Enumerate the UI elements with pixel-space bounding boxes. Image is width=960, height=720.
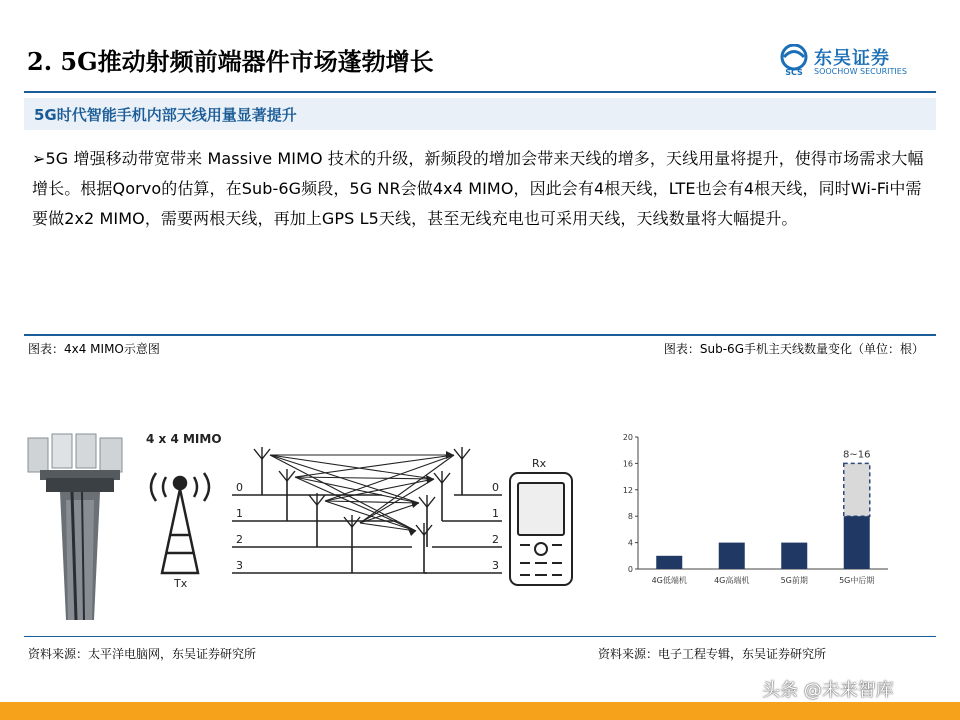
tx-port-1: 1 [236, 507, 243, 520]
tx-tower-icon [151, 473, 209, 573]
bar [781, 543, 807, 569]
base-station-photo [20, 420, 140, 620]
y-tick-label: 4 [627, 538, 633, 548]
section-subtitle: 5G时代智能手机内部天线用量显著提升 [34, 106, 297, 124]
antenna-bracket [46, 478, 114, 492]
tx-port-3: 3 [236, 559, 243, 572]
left-figure-source: 资料来源：太平洋电脑网，东吴证券研究所 [28, 647, 257, 661]
body-text: 5G 增强移动带宽带来 Massive MIMO 技术的升级，新频段的增加会带来天线的增多，天线用量将提升，使得市场需求大幅增长。根据Qorvo的估算，在Sub-6G频段，5G NR会做4x4 MIMO，因此会有4根天线，LTE也会有4根天线，同时Wi-Fi中需要做2x2 MIMO，需要两根天线，再加上GPS L5天线，甚至无线充电也可采用天线，天线数量将大幅提升。 [32, 149, 924, 228]
logo-mark-text: SCS [785, 68, 803, 76]
y-tick-label: 20 [622, 433, 633, 442]
y-tick-label: 0 [627, 565, 633, 574]
range-label: 8~16 [843, 449, 871, 461]
rx-port-2: 2 [492, 533, 499, 546]
tx-port-2: 2 [236, 533, 243, 546]
left-figure-caption: 图表：4x4 MIMO示意图 [28, 342, 160, 356]
right-figure-caption: 图表：Sub-6G手机主天线数量变化（单位：根） [663, 342, 924, 356]
mimo-diagram [142, 425, 582, 590]
page-title: 2. 5G推动射频前端器件市场蓬勃增长 [27, 47, 434, 76]
footer-bar [0, 702, 960, 720]
bar [844, 516, 870, 569]
antenna-panel [76, 434, 96, 468]
mimo-title: 4 x 4 MIMO [146, 432, 222, 446]
header-divider [24, 91, 936, 93]
antenna-panel [100, 438, 122, 472]
y-tick-label: 12 [622, 485, 633, 495]
category-label: 4G低端机 [651, 576, 687, 585]
bar [719, 543, 745, 569]
caption-divider [24, 334, 936, 336]
antenna-panel [52, 434, 72, 468]
right-figure-source: 资料来源：电子工程专辑，东吴证券研究所 [598, 647, 827, 661]
tx-label: Tx [174, 577, 188, 590]
logo-mark-icon [778, 44, 810, 76]
logo-name-cn: 东吴证券 [814, 48, 890, 69]
rx-port-0: 0 [492, 481, 499, 494]
logo-name-en: SOOCHOW SECURITIES [814, 67, 907, 76]
source-divider [24, 636, 936, 637]
rx-port-1: 1 [492, 507, 499, 520]
antenna-count-chart [612, 425, 902, 595]
range-bar [844, 463, 870, 516]
rx-phone-icon [510, 473, 572, 585]
category-label: 5G前期 [780, 576, 808, 585]
tx-port-0: 0 [236, 481, 243, 494]
category-label: 4G高端机 [714, 576, 750, 585]
company-logo [778, 44, 918, 78]
watermark-text: 头条 @未来智库 [762, 680, 894, 701]
bar [656, 556, 682, 569]
body-paragraph [32, 144, 932, 234]
category-label: 5G中后期 [839, 576, 875, 585]
y-tick-label: 8 [627, 512, 633, 522]
rx-label: Rx [532, 457, 547, 470]
rx-port-3: 3 [492, 559, 499, 572]
y-tick-label: 16 [622, 459, 633, 469]
antenna-panel [28, 438, 48, 472]
bullet-arrow-icon: ➢ [32, 149, 46, 168]
